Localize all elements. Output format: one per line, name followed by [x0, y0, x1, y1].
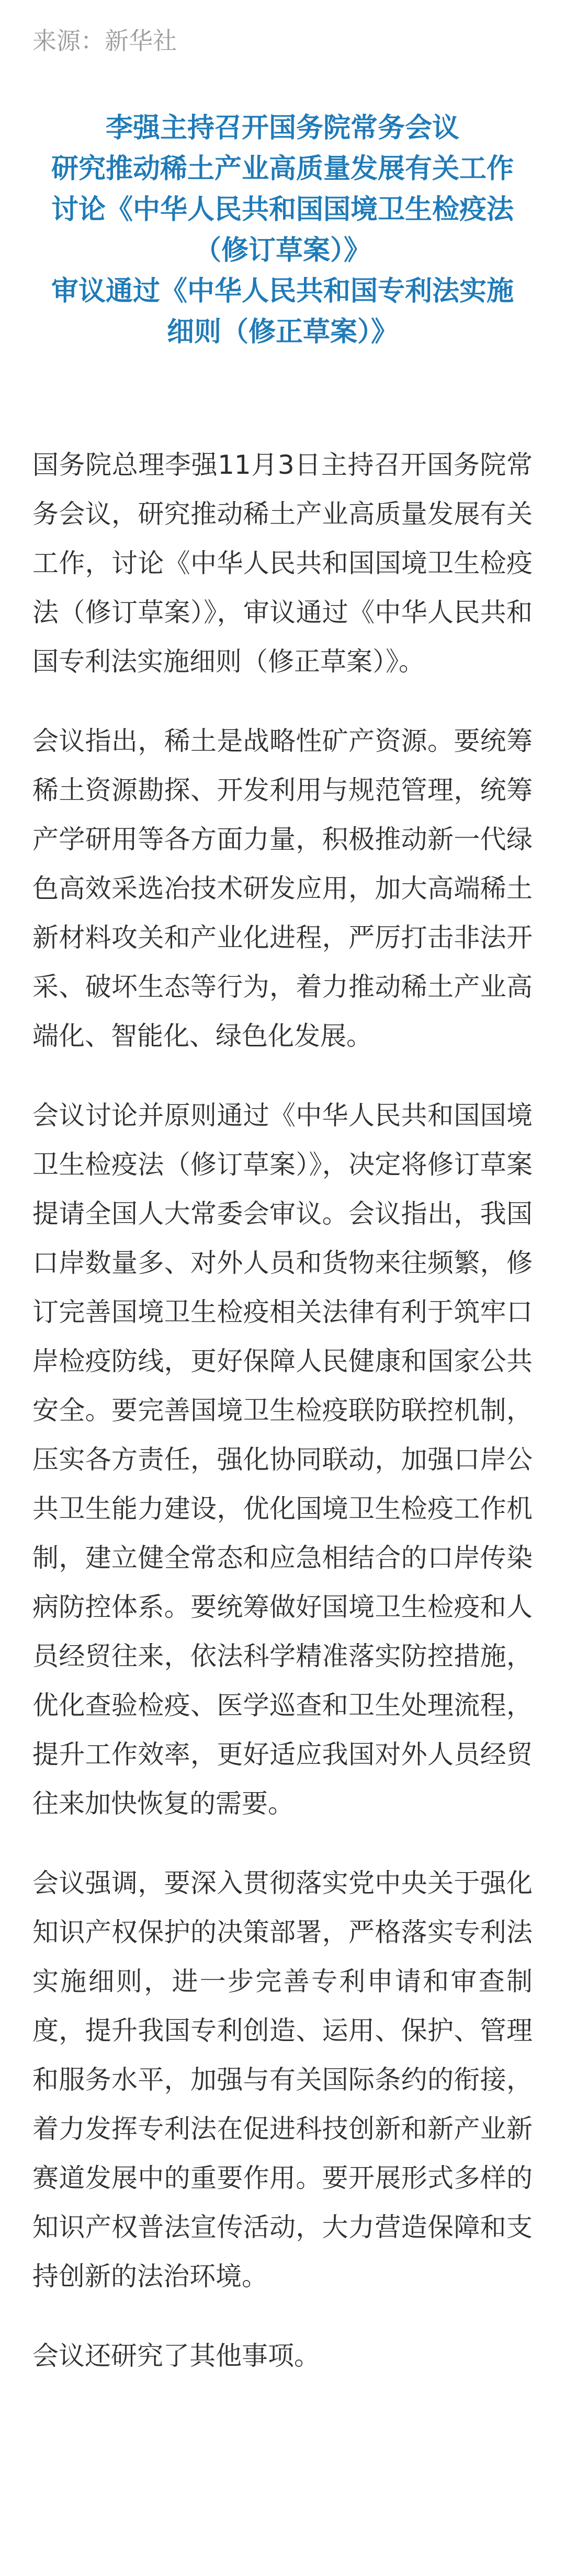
paragraph-intro: 国务院总理李强11月3日主持召开国务院常务会议，研究推动稀土产业高质量发展有关工作，讨论《中华人民共和国国境卫生检疫法（修订草案）》，审议通过《中华人民共和国专利法实施细则（修正草案）》。	[32, 450, 533, 677]
headline-line: 讨论《中华人民共和国国境卫生检疫法	[51, 194, 514, 225]
paragraph-rare-earth: 会议指出，稀土是战略性矿产资源。要统筹稀土资源勘探、开发利用与规范管理，统筹产学研用等各方面力量，积极推动新一代绿色高效采选冶技术研发应用，加大高端稀土新材料攻关和产业化进程，严厉打击非法开采、破坏生态等行为，着力推动稀土产业高端化、智能化、绿色化发展。	[32, 726, 533, 1051]
paragraph-border-quarantine: 会议讨论并原则通过《中华人民共和国国境卫生检疫法（修订草案）》，决定将修订草案提请全国人大常委会审议。会议指出，我国口岸数量多、对外人员和货物来往频繁，修订完善国境卫生检疫相关法律有利于筑牢口岸检疫防线，更好保障人民健康和国家公共安全。要完善国境卫生检疫联防联控机制，压实各方责任，强化协同联动，加强口岸公共卫生能力建设，优化国境卫生检疫工作机制，建立健全常态和应急相结合的口岸传染病防控体系。要统筹做好国境卫生检疫和人员经贸往来，依法科学精准落实防控措施，优化查验检疫、医学巡查和卫生处理流程，提升工作效率，更好适应我国对外人员经贸往来加快恢复的需要。	[32, 1100, 533, 1819]
headline-line: 研究推动稀土产业高质量发展有关工作	[51, 153, 514, 185]
headline-line: 细则（修正草案）》	[166, 316, 398, 348]
headline-line: （修订草案）》	[194, 235, 371, 266]
paragraph-other-matters: 会议还研究了其他事项。	[32, 2341, 320, 2371]
source-label: 来源：新华社	[32, 27, 177, 55]
headline-line: 李强主持召开国务院常务会议	[105, 112, 459, 144]
headline-line: 审议通过《中华人民共和国专利法实施	[51, 276, 514, 307]
article-headline	[32, 108, 533, 352]
paragraph-patent-law: 会议强调，要深入贯彻落实党中央关于强化知识产权保护的决策部署，严格落实专利法实施细则，进一步完善专利申请和审查制度，提升我国专利创造、运用、保护、管理和服务水平，加强与有关国际条约的衔接，着力发挥专利法在促进科技创新和新产业新赛道发展中的重要作用。要开展形式多样的知识产权普法宣传活动，大力营造保障和支持创新的法治环境。	[32, 1868, 533, 2292]
